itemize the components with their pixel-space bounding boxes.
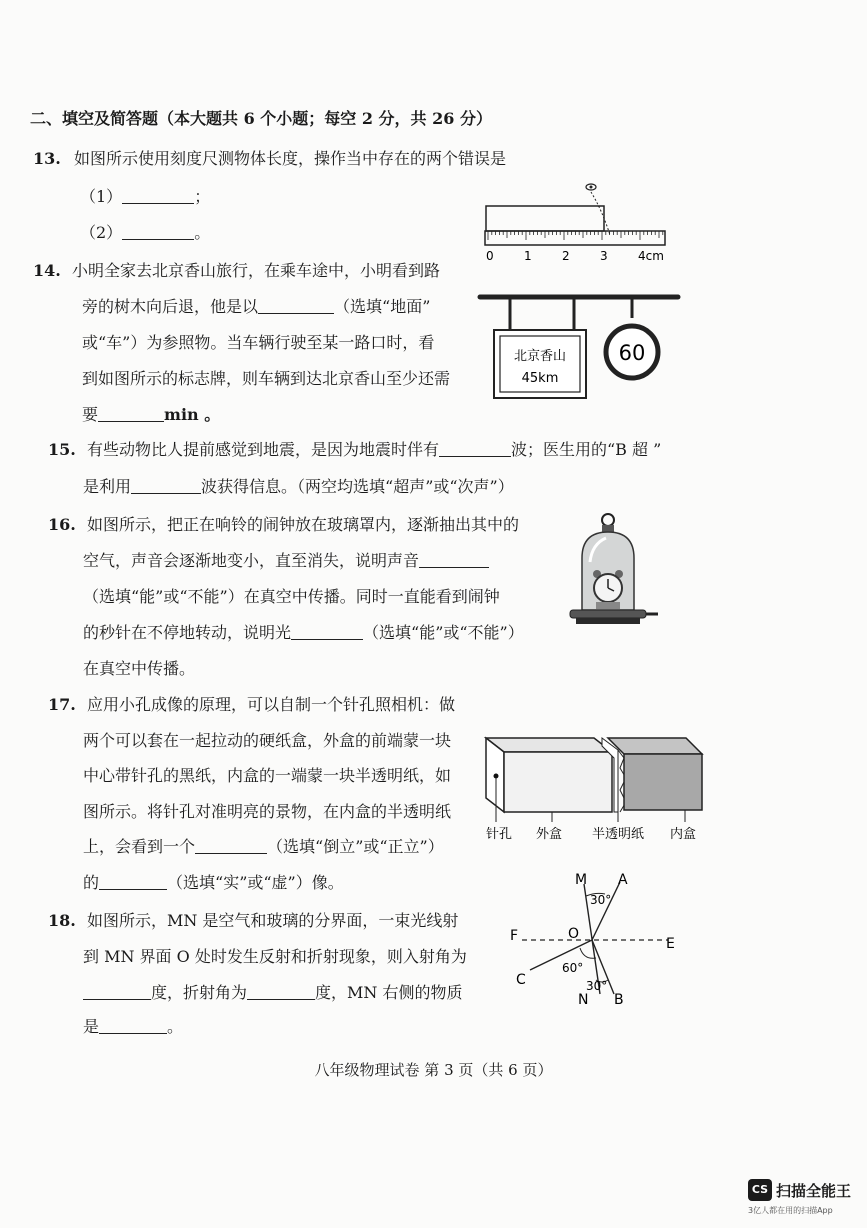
- label-translucent-paper: 半透明纸: [592, 827, 645, 842]
- refraction-figure: [508, 868, 688, 1008]
- q18-text-6: 。: [167, 1017, 184, 1036]
- q13-line2: [80, 222, 210, 244]
- inner-box: [608, 738, 702, 810]
- q18-blank-1[interactable]: [83, 983, 151, 1000]
- sign-distance: 45km: [521, 371, 559, 386]
- q13-l2-suffix: 。: [194, 223, 211, 242]
- q18-text-4: 度，MN 右侧的物质: [315, 983, 463, 1002]
- watermark-name: 扫描全能王: [776, 1182, 852, 1200]
- ruler-label-0: 0: [486, 249, 494, 263]
- label-pinhole: 针孔: [486, 827, 513, 842]
- q17-line3: 中心带针孔的黑纸，内盒的一端蒙一块半透明纸，如: [83, 766, 452, 785]
- ruler-label-1: 1: [524, 249, 532, 263]
- page-footer: 八年级物理试卷 第 3 页（共 6 页）: [314, 1061, 553, 1079]
- q16-text-5: （选填“能”或“不能”）: [363, 623, 524, 642]
- q13-l1-suffix: ；: [194, 187, 211, 206]
- q14-blank-2[interactable]: [98, 405, 164, 422]
- q16-line2: [83, 550, 489, 572]
- q17-number: 17.: [48, 695, 76, 714]
- q13-l2-prefix: （2）: [80, 223, 123, 242]
- q13-blank-2[interactable]: [122, 223, 194, 240]
- q17-line1: [48, 694, 455, 716]
- q16-number: 16.: [48, 515, 76, 534]
- q14-text-7: min 。: [164, 405, 221, 424]
- watermark-subtitle: 3亿人都在用的扫描App: [748, 1206, 833, 1215]
- q15-text-2: 波；医生用的“B 超 ”: [510, 440, 662, 459]
- ruler-figure: [480, 180, 670, 265]
- angle-30-bottom: 30°: [586, 979, 608, 993]
- q18-blank-3[interactable]: [99, 1017, 167, 1034]
- label-e: E: [666, 936, 675, 952]
- measured-object: [486, 206, 604, 231]
- q14-line4: 到如图所示的标志牌，则车辆到达北京香山至少还需: [82, 369, 451, 388]
- q14-line5: [82, 404, 220, 426]
- label-outer-box: 外盒: [536, 827, 563, 842]
- ray-oa: [592, 882, 620, 940]
- outer-box: [486, 738, 612, 812]
- road-sign-figure: [476, 290, 682, 402]
- q18-number: 18.: [48, 911, 76, 930]
- q13-l1-prefix: （1）: [80, 187, 123, 206]
- label-c: C: [516, 972, 526, 988]
- q15-text-1: 有些动物比人提前感觉到地震，是因为地震时伴有: [86, 440, 439, 459]
- q18-text-3: 度，折射角为: [151, 983, 248, 1002]
- sight-line: [591, 192, 610, 235]
- q16-blank-2[interactable]: [291, 623, 363, 640]
- q16-line3: （选填“能”或“不能”）在真空中传播。同时一直能看到闹钟: [83, 587, 500, 606]
- ruler-label-3: 3: [600, 249, 608, 263]
- pinhole-camera-figure: [480, 728, 720, 846]
- q13-number: 13.: [33, 149, 61, 168]
- q14-text-3: （选填“地面”: [334, 297, 431, 316]
- ruler-label-2: 2: [562, 249, 570, 263]
- q16-text-4: 的秒针在不停地转动，说明光: [83, 623, 292, 642]
- q18-line3: [83, 982, 463, 1004]
- q13-text: 如图所示使用刻度尺测物体长度，操作当中存在的两个错误是: [73, 149, 506, 168]
- alarm-clock-icon: [593, 570, 623, 610]
- q17-blank-1[interactable]: [195, 837, 267, 854]
- angle-60: 60°: [562, 961, 584, 975]
- q13-blank-1[interactable]: [122, 187, 194, 204]
- q15-line1: [48, 439, 661, 461]
- q18-text-5: 是: [83, 1017, 100, 1036]
- scanner-watermark: [746, 1179, 856, 1219]
- label-a: A: [618, 872, 628, 888]
- q14-text-2: 旁的树木向后退，他是以: [82, 297, 259, 316]
- q16-line1: [48, 514, 519, 536]
- q15-blank-2[interactable]: [131, 477, 201, 494]
- camscanner-logo-icon: CS: [748, 1179, 772, 1201]
- q16-text-2: 空气，声音会逐渐地变小，直至消失，说明声音: [83, 551, 420, 570]
- bell-jar-figure: [566, 510, 662, 630]
- q17-line5: [83, 836, 444, 858]
- q17-text-7: 的: [83, 873, 100, 892]
- q14-line2: [82, 296, 430, 318]
- q16-blank-1[interactable]: [419, 551, 489, 568]
- q15-text-4: 波获得信息。（两空均选填“超声”或“次声”）: [201, 477, 514, 496]
- q18-text-1: 如图所示，MN 是空气和玻璃的分界面，一束光线射: [86, 911, 459, 930]
- speed-limit-value: 60: [618, 341, 646, 365]
- label-inner-box: 内盒: [670, 827, 697, 842]
- label-b: B: [614, 992, 624, 1008]
- q16-line4: [83, 622, 524, 644]
- q15-number: 15.: [48, 440, 76, 459]
- q18-line1: [48, 910, 458, 932]
- angle-30-top: 30°: [590, 893, 612, 907]
- q14-line1: [33, 260, 440, 282]
- q13-stem: [33, 148, 506, 170]
- ruler-ticks: [488, 231, 663, 240]
- q15-line2: [83, 476, 514, 498]
- pinhole: [494, 774, 499, 779]
- q18-blank-2[interactable]: [247, 983, 315, 1000]
- q16-text-1: 如图所示，把正在响铃的闹钟放在玻璃罩内，逐渐抽出其中的: [86, 515, 519, 534]
- label-m: M: [575, 872, 588, 888]
- jar-hook: [602, 514, 614, 526]
- q15-text-3: 是利用: [83, 477, 132, 496]
- sign-place: 北京香山: [513, 349, 567, 364]
- q14-blank-1[interactable]: [258, 297, 334, 314]
- q16-line5: 在真空中传播。: [83, 659, 196, 678]
- q17-line4: 图所示。将针孔对准明亮的景物，在内盒的半透明纸: [83, 802, 452, 821]
- q13-line1: [80, 186, 210, 208]
- q17-line6: [83, 872, 344, 894]
- q15-blank-1[interactable]: [439, 440, 511, 457]
- q14-number: 14.: [33, 261, 61, 280]
- q14-text-1: 小明全家去北京香山旅行，在乘车途中，小明看到路: [71, 261, 440, 280]
- q17-text-6: （选填“倒立”或“正立”）: [267, 837, 444, 856]
- q18-line4: [83, 1016, 183, 1038]
- q18-line2: 到 MN 界面 O 处时发生反射和折射现象，则入射角为: [83, 947, 467, 966]
- q17-text-1: 应用小孔成像的原理，可以自制一个针孔照相机：做: [86, 695, 455, 714]
- q17-text-8: （选填“实”或“虚”）像。: [167, 873, 344, 892]
- label-f: F: [510, 928, 519, 944]
- eye-icon: [586, 184, 596, 190]
- q14-line3: 或“车”）为参照物。当车辆行驶至某一路口时，看: [82, 333, 435, 352]
- section-title: 二、填空及简答题（本大题共 6 个小题；每空 2 分，共 26 分）: [30, 109, 492, 128]
- distance-sign: [494, 330, 586, 398]
- q17-blank-2[interactable]: [99, 873, 167, 890]
- q17-line2: 两个可以套在一起拉动的硬纸盒，外盒的前端蒙一块: [83, 731, 452, 750]
- ruler-label-4: 4cm: [638, 249, 664, 263]
- q14-text-6: 要: [82, 405, 99, 424]
- jar-base: [570, 610, 646, 618]
- label-n: N: [578, 992, 589, 1008]
- q17-text-5: 上，会看到一个: [83, 837, 196, 856]
- label-o: O: [568, 926, 580, 942]
